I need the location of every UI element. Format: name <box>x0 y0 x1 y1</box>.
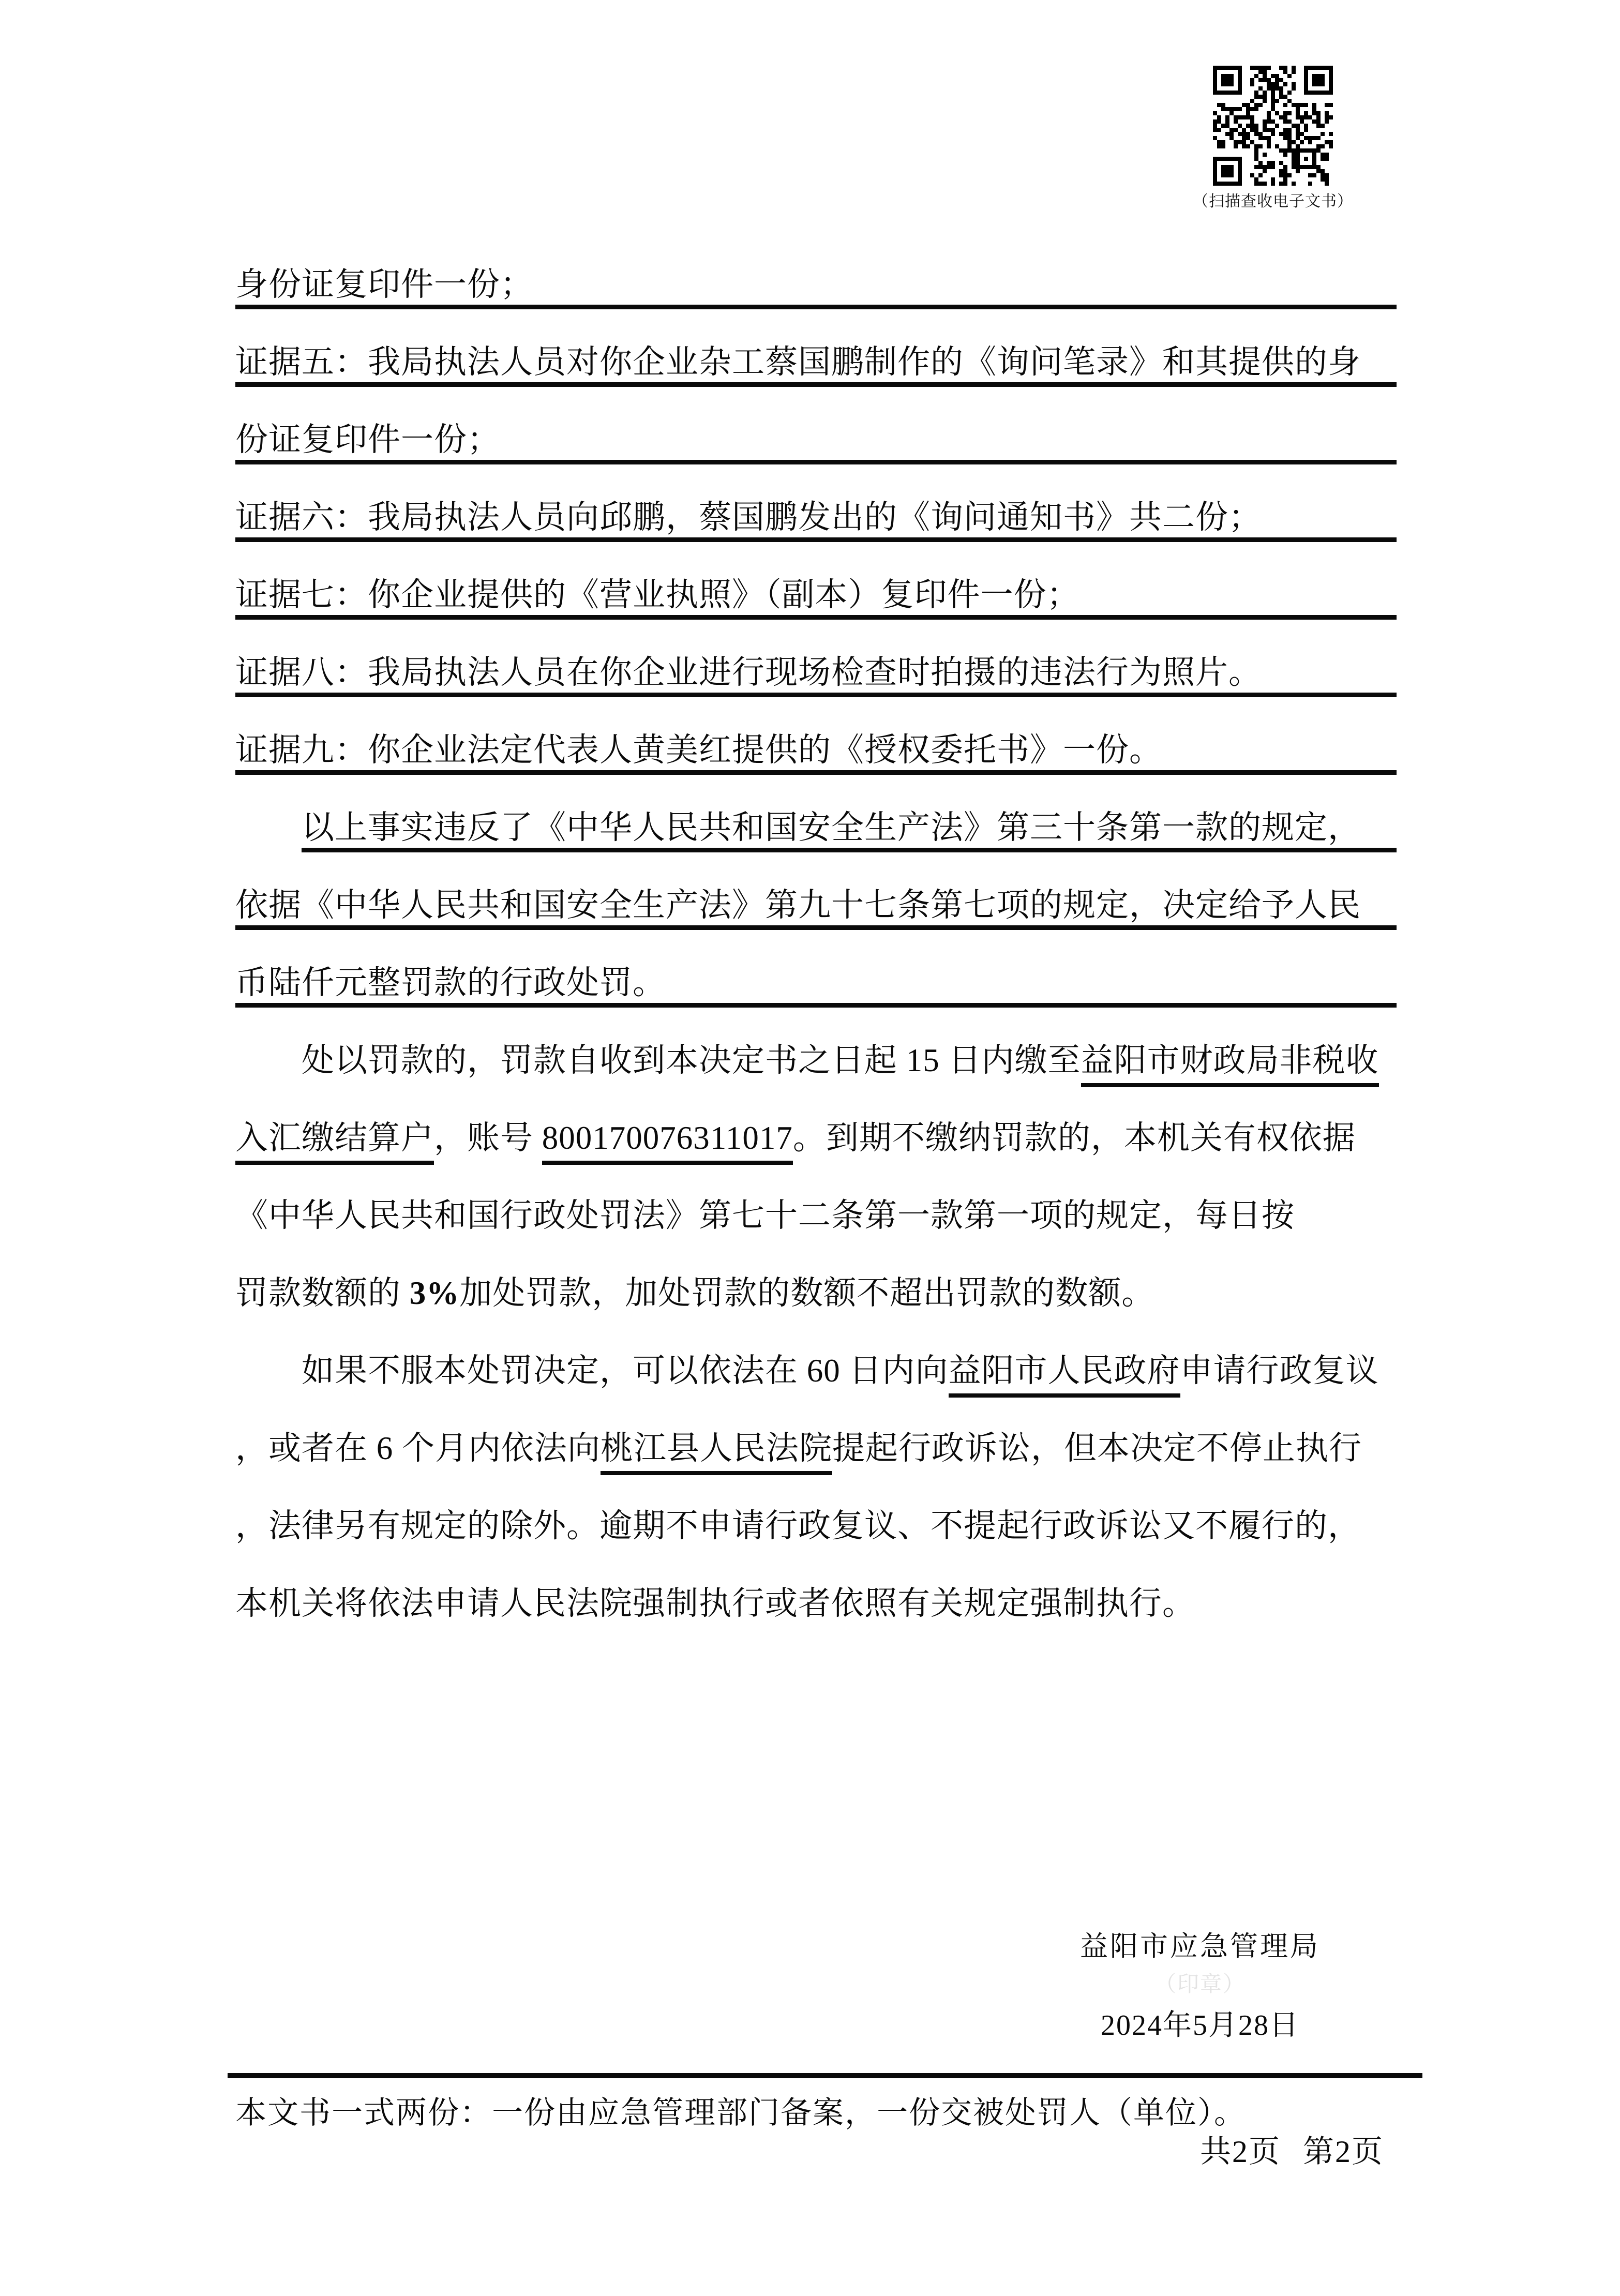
text-run: 《中华人民共和国行政处罚法》第七十二条第一款第一项的规定，每日按 <box>235 1197 1295 1234</box>
text-run: 以上事实违反了《中华人民共和国安全生产法》第三十条第一款的规定， <box>302 809 1361 846</box>
text-run: 处以罚款的，罚款自收到本决定书之日起 15 日内缴至 <box>302 1042 1081 1078</box>
body-line <box>235 1551 1397 1628</box>
body-line <box>235 1163 1397 1240</box>
text-run: 提起行政诉讼，但本决定不停止执行 <box>832 1430 1362 1466</box>
text-run: 3% <box>409 1275 460 1311</box>
body-line <box>235 697 1397 775</box>
body-line <box>235 309 1397 387</box>
qr-caption: （扫描查收电子文书） <box>1193 193 1353 210</box>
text-run: 本机关将依法申请人民法院强制执行或者依照有关规定强制执行。 <box>235 1585 1195 1622</box>
body-line <box>235 930 1397 1008</box>
body-line <box>302 775 1397 852</box>
text-run: 证据九：你企业法定代表人黄美红提供的《授权委托书》一份。 <box>235 732 1162 768</box>
text-run: 证据六：我局执法人员向邱鹏，蔡国鹏发出的《询问通知书》共二份； <box>235 499 1262 535</box>
text-run: 币陆仟元整罚款的行政处罚。 <box>235 965 666 1001</box>
text-run: 加处罚款，加处罚款的数额不超出罚款的数额。 <box>459 1275 1155 1311</box>
underlined-text: 800170076311017 <box>542 1120 793 1165</box>
document-body <box>235 232 1397 1628</box>
seal-placeholder: （印章） <box>1154 1973 1246 1997</box>
body-line <box>235 542 1397 620</box>
text-run: 份证复印件一份； <box>235 422 500 458</box>
text-run: 依据《中华人民共和国安全生产法》第九十七条第七项的规定，决定给予人民 <box>235 887 1361 923</box>
underlined-text: 入汇缴结算户 <box>235 1120 434 1165</box>
issuing-agency: 益阳市应急管理局 <box>1080 1931 1320 1962</box>
text-run: ，账号 <box>434 1120 542 1156</box>
body-line <box>235 1085 1397 1163</box>
body-line <box>235 1318 1397 1395</box>
text-run: 。到期不缴纳罚款的，本机关有权依据 <box>792 1120 1356 1156</box>
body-line <box>235 387 1397 464</box>
body-line <box>235 464 1397 542</box>
signature-block <box>983 1924 1417 2044</box>
underlined-text: 桃江县人民法院 <box>601 1430 832 1475</box>
underlined-text: 益阳市人民政府 <box>949 1353 1180 1398</box>
text-run: 证据七：你企业提供的《营业执照》（副本）复印件一份； <box>235 577 1080 613</box>
footer-note: 本文书一式两份：一份由应急管理部门备案，一份交被处罚人（单位）。 <box>235 2096 1246 2130</box>
text-run: 如果不服本处罚决定，可以依法在 60 日内向 <box>302 1353 949 1389</box>
qr-code <box>1213 66 1333 186</box>
text-run: 身份证复印件一份； <box>235 266 533 303</box>
body-line <box>235 620 1397 697</box>
body-line <box>235 232 1397 309</box>
body-line <box>235 1008 1397 1085</box>
page-number: 共2页 第2页 <box>1200 2135 1384 2169</box>
text-run: 罚款数额的 <box>235 1275 410 1311</box>
body-line <box>235 1240 1397 1318</box>
underlined-text: 益阳市财政局非税收 <box>1081 1042 1379 1087</box>
text-run: ，法律另有规定的除外。逾期不申请行政复议、不提起行政诉讼又不履行的， <box>235 1508 1361 1544</box>
body-line <box>235 1473 1397 1551</box>
text-run: ，或者在 6 个月内依法向 <box>235 1430 601 1466</box>
body-line <box>235 852 1397 930</box>
body-line <box>235 1395 1397 1473</box>
footer-divider <box>228 2073 1422 2078</box>
text-run: 证据五：我局执法人员对你企业杂工蔡国鹏制作的《询问笔录》和其提供的身 <box>235 344 1361 380</box>
text-run: 申请行政复议 <box>1180 1353 1379 1389</box>
text-run: 证据八：我局执法人员在你企业进行现场检查时拍摄的违法行为照片。 <box>235 654 1262 691</box>
decision-date: 2024年5月28日 <box>1101 2009 1299 2042</box>
